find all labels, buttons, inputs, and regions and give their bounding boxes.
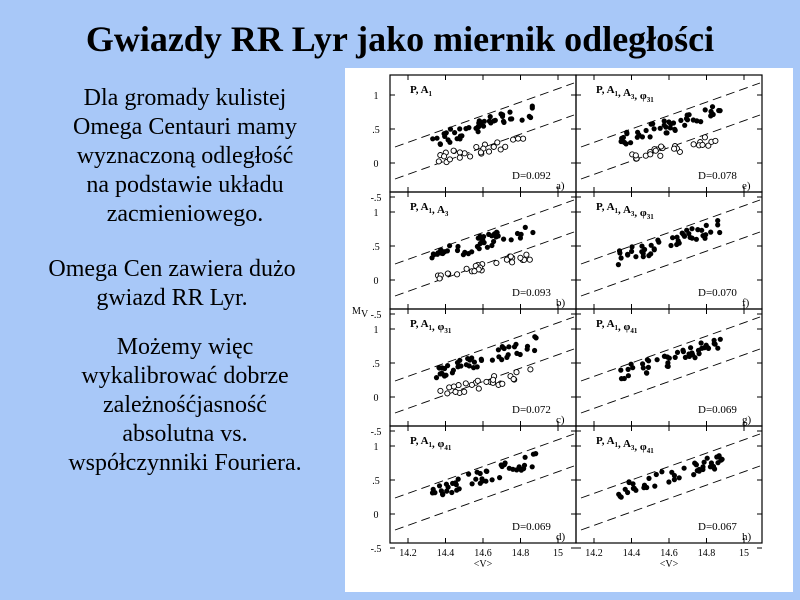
text-line: gwiazd RR Lyr.: [96, 285, 248, 311]
paragraph-calibration: [30, 333, 340, 478]
data-point-filled: [533, 451, 538, 456]
data-point-open: [653, 148, 658, 153]
data-point-filled: [530, 464, 535, 469]
data-point-filled: [648, 134, 653, 139]
data-point-open: [672, 146, 677, 151]
data-point-filled: [658, 126, 663, 131]
x-tick-label: 15: [739, 548, 749, 559]
data-point-filled: [478, 234, 483, 239]
text-line: zależnośćjasność: [103, 392, 267, 418]
x-axis-label: <V>: [473, 559, 493, 570]
data-point-filled: [457, 126, 462, 131]
data-point-open: [436, 159, 441, 164]
panel-parameter-label: P, $A_1$, $\varphi_{31}$: [410, 318, 452, 335]
panel-parameter-label: P, $A_1$, $\varphi_{41}$: [596, 318, 638, 335]
data-point-open: [453, 389, 458, 394]
data-point-filled: [506, 352, 511, 357]
data-point-filled: [682, 466, 687, 471]
data-point-filled: [709, 111, 714, 116]
data-point-filled: [716, 108, 721, 113]
data-point-filled: [452, 130, 457, 135]
data-point-open: [691, 142, 696, 147]
y-tick-label: 0: [373, 510, 379, 521]
y-tick-label: 0: [373, 393, 379, 404]
text-line: na podstawie układu: [86, 172, 284, 198]
data-point-filled: [519, 468, 524, 473]
y-tick-label: -.5: [370, 544, 382, 555]
y-tick-label: .5: [372, 359, 380, 370]
data-point-open: [528, 367, 533, 372]
data-point-filled: [478, 481, 483, 486]
data-point-filled: [499, 357, 504, 362]
data-point-open: [464, 266, 469, 271]
y-tick-label: .5: [372, 125, 380, 136]
data-point-filled: [715, 346, 720, 351]
y-tick-label: 1: [373, 91, 379, 102]
data-point-filled: [708, 230, 713, 235]
data-point-filled: [670, 235, 675, 240]
data-point-filled: [443, 373, 448, 378]
y-tick-label: 0: [373, 159, 379, 170]
data-point-filled: [446, 137, 451, 142]
data-point-filled: [500, 344, 505, 349]
data-point-open: [700, 142, 705, 147]
panel-distance-label: D=0.070: [698, 287, 737, 299]
data-point-filled: [682, 123, 687, 128]
y-axis-label: M: [352, 306, 361, 317]
panel-letter: h): [742, 531, 752, 543]
panel-distance-label: D=0.078: [698, 170, 737, 182]
data-point-filled: [688, 235, 693, 240]
data-point-open: [476, 386, 481, 391]
data-point-filled: [692, 461, 697, 466]
data-point-filled: [501, 237, 506, 242]
data-point-filled: [633, 254, 638, 259]
data-point-filled: [655, 357, 660, 362]
data-point-filled: [718, 337, 723, 342]
data-point-filled: [530, 230, 535, 235]
data-point-filled: [696, 348, 701, 353]
data-point-filled: [476, 129, 481, 134]
panel-parameter-label: P, $A_1$: [410, 84, 433, 98]
data-point-filled: [519, 232, 524, 237]
text-line: wykalibrować dobrze: [81, 363, 289, 389]
data-point-filled: [626, 367, 631, 372]
data-point-filled: [650, 121, 655, 126]
panel-letter: d): [556, 531, 566, 543]
data-point-filled: [630, 481, 635, 486]
data-point-filled: [644, 128, 649, 133]
data-point-filled: [712, 341, 717, 346]
data-point-filled: [442, 366, 447, 371]
text-line: absolutna vs.: [122, 421, 248, 447]
data-point-open: [442, 154, 447, 159]
data-point-filled: [664, 130, 669, 135]
x-tick-label: 14.2: [399, 548, 417, 559]
data-point-open: [463, 381, 468, 386]
data-point-open: [511, 376, 516, 381]
data-point-open: [500, 381, 505, 386]
data-point-filled: [666, 479, 671, 484]
data-point-filled: [448, 127, 453, 132]
data-point-filled: [500, 114, 505, 119]
data-point-open: [524, 252, 529, 257]
data-point-filled: [702, 345, 707, 350]
data-point-filled: [640, 361, 645, 366]
data-point-filled: [702, 460, 707, 465]
data-point-open: [438, 388, 443, 393]
data-point-filled: [623, 487, 628, 492]
data-point-filled: [490, 477, 495, 482]
data-point-filled: [678, 118, 683, 123]
data-point-filled: [462, 250, 467, 255]
data-point-filled: [717, 230, 722, 235]
data-point-filled: [628, 140, 633, 145]
data-point-filled: [662, 118, 667, 123]
data-point-open: [494, 260, 499, 265]
data-point-filled: [619, 255, 624, 260]
data-point-filled: [675, 350, 680, 355]
data-point-filled: [457, 136, 462, 141]
panel-letter: f): [742, 297, 750, 309]
data-point-filled: [697, 469, 702, 474]
data-point-filled: [449, 490, 454, 495]
data-point-filled: [625, 252, 630, 257]
fourier-calibration-figure: [345, 68, 793, 592]
data-point-open: [475, 378, 480, 383]
panel-letter: a): [556, 180, 565, 192]
data-point-filled: [659, 469, 664, 474]
data-point-filled: [645, 357, 650, 362]
data-point-open: [484, 379, 489, 384]
data-point-filled: [472, 360, 477, 365]
data-point-filled: [640, 134, 645, 139]
data-point-open: [498, 147, 503, 152]
paragraph-rr-lyr-content: [22, 255, 322, 313]
data-point-open: [445, 271, 450, 276]
data-point-filled: [639, 244, 644, 249]
y-tick-label: 0: [373, 276, 379, 287]
x-tick-label: 14.6: [474, 548, 492, 559]
data-point-open: [447, 157, 452, 162]
data-point-open: [469, 382, 474, 387]
data-point-filled: [618, 368, 623, 373]
data-point-filled: [434, 375, 439, 380]
data-point-filled: [710, 104, 715, 109]
data-point-filled: [649, 243, 654, 248]
paragraph-omega-cen-distance: [40, 84, 330, 229]
data-point-filled: [654, 472, 659, 477]
data-point-filled: [523, 225, 528, 230]
data-point-filled: [444, 130, 449, 135]
data-point-filled: [646, 476, 651, 481]
data-point-open: [457, 155, 462, 160]
data-point-filled: [510, 467, 515, 472]
panel-parameter-label: P, $A_1$, $A_3$, $\varphi_{31}$: [596, 84, 654, 104]
data-point-open: [702, 135, 707, 140]
panel-distance-label: D=0.067: [698, 521, 737, 533]
text-line: Omega Cen zawiera dużo: [48, 256, 296, 282]
data-point-open: [445, 391, 450, 396]
data-point-open: [713, 138, 718, 143]
data-point-open: [495, 140, 500, 145]
panel-distance-label: D=0.093: [512, 287, 551, 299]
data-point-open: [491, 377, 496, 382]
data-point-filled: [466, 472, 471, 477]
data-point-filled: [656, 240, 661, 245]
data-point-open: [648, 152, 653, 157]
data-point-filled: [513, 342, 518, 347]
panel-distance-label: D=0.072: [512, 404, 551, 416]
data-point-open: [508, 254, 513, 259]
data-point-filled: [523, 455, 528, 460]
data-point-open: [478, 150, 483, 155]
data-point-filled: [484, 469, 489, 474]
data-point-filled: [454, 488, 459, 493]
data-point-filled: [703, 232, 708, 237]
panel-letter: b): [556, 297, 566, 309]
data-point-filled: [629, 362, 634, 367]
data-point-filled: [663, 125, 668, 130]
data-point-filled: [447, 243, 452, 248]
data-point-filled: [475, 364, 480, 369]
panel-letter: g): [742, 414, 752, 426]
x-tick-label: 14.6: [660, 548, 678, 559]
data-point-filled: [485, 245, 490, 250]
data-point-filled: [451, 368, 456, 373]
data-point-filled: [492, 231, 497, 236]
data-point-filled: [507, 110, 512, 115]
data-point-filled: [662, 354, 667, 359]
data-point-filled: [520, 118, 525, 123]
data-point-filled: [644, 371, 649, 376]
x-tick-label: 14.2: [585, 548, 603, 559]
data-point-filled: [674, 242, 679, 247]
data-point-filled: [478, 241, 483, 246]
panel-parameter-label: P, $A_1$, $A_3$, $\varphi_{41}$: [596, 435, 654, 455]
data-point-filled: [457, 358, 462, 363]
data-point-open: [462, 389, 467, 394]
data-point-open: [516, 136, 521, 141]
panel-distance-label: D=0.069: [698, 404, 737, 416]
data-point-filled: [493, 118, 498, 123]
data-point-filled: [488, 114, 493, 119]
data-point-filled: [648, 251, 653, 256]
data-point-filled: [703, 107, 708, 112]
x-tick-label: 14.4: [622, 548, 641, 559]
data-point-filled: [644, 485, 649, 490]
data-point-filled: [479, 358, 484, 363]
y-tick-label: 1: [373, 325, 379, 336]
data-point-filled: [454, 482, 459, 487]
data-point-filled: [430, 136, 435, 141]
data-point-filled: [477, 118, 482, 123]
data-point-filled: [666, 364, 671, 369]
y-axis-label-sub: V: [361, 309, 369, 320]
data-point-filled: [669, 470, 674, 475]
panel-distance-label: D=0.092: [512, 170, 551, 182]
data-point-filled: [688, 345, 693, 350]
data-point-filled: [715, 218, 720, 223]
data-point-filled: [514, 351, 519, 356]
data-point-filled: [687, 354, 692, 359]
data-point-filled: [527, 114, 532, 119]
x-tick-label: 15: [553, 548, 563, 559]
data-point-filled: [477, 123, 482, 128]
data-point-filled: [677, 475, 682, 480]
data-point-open: [527, 257, 532, 262]
data-point-filled: [532, 348, 537, 353]
data-point-filled: [718, 458, 723, 463]
data-point-filled: [446, 485, 451, 490]
data-point-filled: [455, 248, 460, 253]
data-point-filled: [652, 247, 657, 252]
data-point-open: [486, 149, 491, 154]
data-point-filled: [455, 364, 460, 369]
data-point-filled: [618, 494, 623, 499]
data-point-filled: [668, 243, 673, 248]
data-point-filled: [522, 463, 527, 468]
data-point-filled: [509, 237, 514, 242]
panel-parameter-label: P, $A_1$, $A_3$, $\varphi_{31}$: [596, 201, 654, 221]
slide-title: Gwiazdy RR Lyr jako miernik odległości: [85, 19, 715, 59]
x-tick-label: 14.4: [436, 548, 455, 559]
data-point-filled: [456, 477, 461, 482]
data-point-filled: [691, 472, 696, 477]
data-point-filled: [632, 486, 637, 491]
panel-letter: e): [742, 180, 751, 192]
panel-letter: c): [556, 414, 565, 426]
text-line: wyznaczoną odległość: [76, 143, 294, 169]
data-point-open: [511, 137, 516, 142]
data-point-filled: [652, 126, 657, 131]
data-point-filled: [666, 119, 671, 124]
data-point-filled: [438, 142, 443, 147]
text-line: Możemy więc: [116, 334, 254, 360]
data-point-filled: [699, 340, 704, 345]
data-point-filled: [506, 344, 511, 349]
data-point-filled: [622, 140, 627, 145]
data-point-filled: [508, 116, 513, 121]
text-line: współczynniki Fouriera.: [68, 450, 302, 476]
data-point-filled: [680, 231, 685, 236]
data-point-open: [437, 276, 442, 281]
data-point-filled: [431, 251, 436, 256]
data-point-filled: [500, 464, 505, 469]
data-point-filled: [473, 477, 478, 482]
data-point-filled: [530, 105, 535, 110]
data-point-open: [468, 154, 473, 159]
data-point-open: [514, 370, 519, 375]
data-point-filled: [497, 475, 502, 480]
data-point-filled: [501, 120, 506, 125]
data-point-open: [451, 384, 456, 389]
data-point-filled: [463, 126, 468, 131]
data-point-filled: [629, 249, 634, 254]
data-point-filled: [489, 243, 494, 248]
y-tick-label: .5: [372, 242, 380, 253]
data-point-filled: [694, 118, 699, 123]
data-point-open: [633, 153, 638, 158]
data-point-filled: [465, 356, 470, 361]
y-tick-label: 1: [373, 442, 379, 453]
data-point-open: [518, 255, 523, 260]
data-point-filled: [629, 244, 634, 249]
data-point-open: [457, 150, 462, 155]
data-point-filled: [652, 484, 657, 489]
data-point-filled: [708, 464, 713, 469]
data-point-open: [474, 144, 479, 149]
data-point-filled: [674, 235, 679, 240]
data-point-open: [491, 144, 496, 149]
data-point-filled: [437, 483, 442, 488]
text-line: zacmieniowego.: [106, 201, 264, 227]
x-tick-label: 14.8: [697, 548, 716, 559]
data-point-filled: [704, 223, 709, 228]
data-point-filled: [532, 334, 537, 339]
data-point-filled: [673, 128, 678, 133]
data-point-filled: [673, 355, 678, 360]
figure-svg: [345, 68, 793, 592]
data-point-filled: [635, 135, 640, 140]
y-tick-label: 1: [373, 208, 379, 219]
data-point-filled: [624, 131, 629, 136]
panel-parameter-label: P, $A_1$, $A_3$: [410, 201, 449, 218]
y-tick-label: -.5: [370, 193, 382, 204]
data-point-filled: [687, 112, 692, 117]
data-point-filled: [431, 487, 436, 492]
text-line: Dla gromady kulistej: [83, 85, 287, 111]
panel-distance-label: D=0.069: [512, 521, 551, 533]
data-point-open: [451, 148, 456, 153]
panel-parameter-label: P, $A_1$, $\varphi_{41}$: [410, 435, 452, 452]
data-point-filled: [680, 348, 685, 353]
data-point-filled: [470, 481, 475, 486]
data-point-filled: [440, 492, 445, 497]
data-point-filled: [646, 365, 651, 370]
data-point-filled: [440, 251, 445, 256]
data-point-open: [658, 153, 663, 158]
data-point-filled: [616, 262, 621, 267]
data-point-filled: [487, 119, 492, 124]
data-point-filled: [490, 358, 495, 363]
x-tick-label: 14.8: [511, 548, 530, 559]
data-point-filled: [622, 376, 627, 381]
x-axis-label: <V>: [659, 559, 679, 570]
data-point-filled: [478, 471, 483, 476]
data-point-filled: [695, 227, 700, 232]
text-line: Omega Centauri mamy: [73, 114, 297, 140]
data-point-open: [521, 136, 526, 141]
y-tick-label: .5: [372, 476, 380, 487]
y-tick-label: -.5: [370, 427, 382, 438]
data-point-open: [472, 269, 477, 274]
data-point-open: [455, 272, 460, 277]
data-point-open: [510, 260, 515, 265]
data-point-filled: [689, 226, 694, 231]
y-tick-label: -.5: [370, 310, 382, 321]
data-point-filled: [525, 347, 530, 352]
data-point-filled: [617, 248, 622, 253]
